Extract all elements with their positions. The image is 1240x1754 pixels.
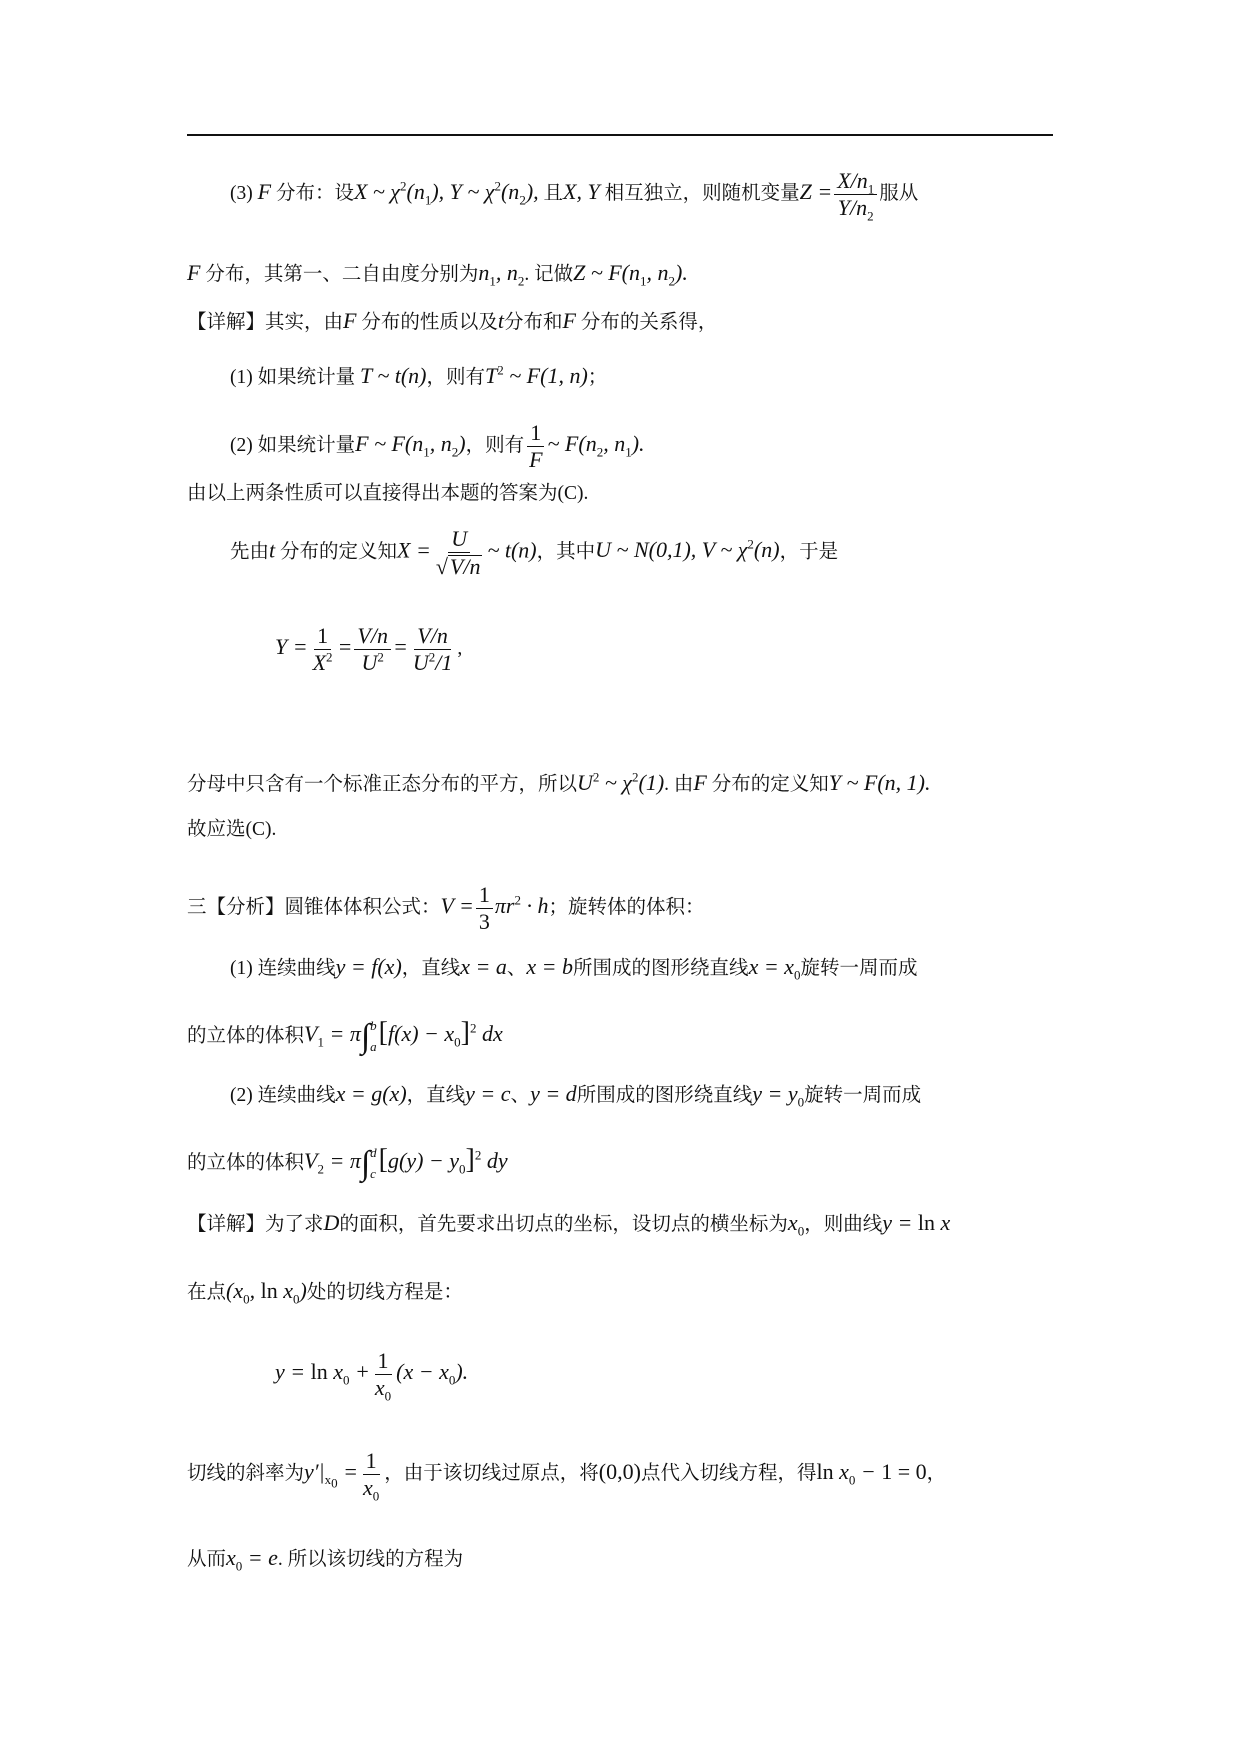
text-run: ，由于该切线过原点，将 [384, 1462, 599, 1484]
text-run: 【详解】其实，由 [187, 312, 344, 333]
text-run: (2) 连续曲线 [230, 1085, 336, 1106]
text-run: 的面积，首先要求出切点的坐标，设切点的横坐标为 [339, 1214, 788, 1235]
text-run: 旋转一周而成 [804, 1085, 922, 1106]
text-line: (1) 连续曲线y = f(x)，直线x = a、x = b所围成的图形绕直线$x = x_0$旋转一周而成 [230, 954, 918, 983]
text-run: . 记做 [524, 264, 574, 285]
header-rule [187, 134, 1053, 136]
item-number: (3) [230, 182, 253, 204]
fraction: $\frac{U}{√V/n}$ [435, 526, 481, 579]
text-run: 、 [510, 1085, 531, 1106]
text-line: 的立体的体积$V_1 = \pi\int$ b a $[f(x) - x_0]^2$ dx [187, 1017, 503, 1055]
text-line: F 分布，其第一、二自由度分别为$n_1$, $n_2$. 记做Z ~ $F(n_1$, $n_2$). [187, 260, 688, 289]
text-run: ，于是 [779, 541, 839, 563]
text-line: (3) F 分布：设X ~ $\chi^2(n_1)$, Y ~ $\chi^2(n_2)$, 且X, Y 相互独立，则随机变量Z = $\frac{X/n_1}{Y/n_2}$ 服从 [230, 168, 919, 224]
display-equation: $y = \ln x_0$ + $\frac{1}{x_0}$ $(x - x_0)$. [275, 1348, 469, 1404]
text-run: 服从 [879, 182, 919, 204]
fraction: $\frac{X/n_1}{Y/n_2}$ [834, 170, 877, 219]
text-run: ，直线 [401, 958, 461, 979]
text-line: (2) 连续曲线x = g(x)，直线y = c、y = d所围成的图形绕直线$y = y_0$旋转一周而成 [230, 1081, 922, 1110]
text-run: ； [587, 367, 608, 388]
text-line: 【详解】为了求D的面积，首先要求出切点的坐标，设切点的横坐标为$x_0$，则曲线y = ln x [187, 1210, 951, 1239]
text-run: ；旋转体的体积： [548, 896, 705, 918]
text-run: 相互独立，则随机变量 [604, 182, 800, 204]
text-run: 所围成的图形绕直线 [573, 958, 749, 979]
text-run: ，其中 [536, 541, 596, 563]
text-run: ，则有 [426, 367, 486, 388]
text-line: 的立体的体积$V_2 = \pi\int$ d c $[g(y) - y_0]^2$ dy [187, 1144, 508, 1182]
text-run: ，直线 [406, 1085, 466, 1106]
display-equation: Y = $\frac{1}{X^2}$ = $\frac{V/n}{U^2}$ = $\frac{V/n}{U^2/1}$ , [275, 623, 463, 675]
text-run: 处的切线方程是： [306, 1282, 463, 1303]
text-run: 分布的定义知 [280, 541, 398, 563]
text-run: 、 [506, 958, 527, 979]
text-run: 分布的定义知 [711, 774, 829, 795]
text-run: . 由 [664, 774, 694, 795]
text-line: 在点($x_0$, $\ln x_0$)处的切线方程是： [187, 1278, 463, 1307]
text-run: 的立体的体积 [187, 1152, 305, 1174]
text-line: 切线的斜率为$y'|_{x_0}$ = $\frac{1}{x_0}$ ，由于该切线过原点，将(0,0)点代入切线方程，得$\ln x_0 - 1 = 0$， [187, 1448, 947, 1504]
text-run: 点代入切线方程，得 [640, 1462, 817, 1484]
text-run: 切线的斜率为 [187, 1462, 305, 1484]
text-run: 分布的关系得， [580, 312, 718, 333]
text-run: 所围成的图形绕直线 [576, 1085, 753, 1106]
text-run: 分布：设 [275, 182, 354, 204]
text-run: 分布，其第一、二自由度分别为 [205, 264, 479, 285]
text-run: 的立体的体积 [187, 1025, 305, 1047]
text-line [187, 820, 276, 840]
text-run: 分布的性质以及 [361, 312, 498, 333]
text-line: 分母中只含有一个标准正态分布的平方，所以$U^2$ ~ $\chi^2(1)$. 由F 分布的定义知Y ~ F(n, 1). [187, 769, 931, 795]
text-run: (2) 如果统计量 [230, 434, 356, 456]
text-run: 旋转一周而成 [800, 958, 918, 979]
text-run: . 所以该切线的方程为 [277, 1549, 464, 1570]
text-run: 先由 [230, 541, 270, 563]
text-run: 在点 [187, 1282, 227, 1303]
text-line: 三【分析】圆锥体体积公式：V = $\frac{1}{3}$ $\pi r^2 \cdot h$；旋转体的体积： [187, 882, 705, 934]
text-run: ， [926, 1462, 947, 1484]
text-run: 分母中只含有一个标准正态分布的平方，所以 [187, 774, 578, 795]
text-run: ，则有 [465, 434, 525, 456]
text-run: 分布和 [503, 312, 563, 333]
fraction: $\frac{1}{F}$ [529, 420, 543, 472]
text-run: ，则曲线 [804, 1214, 883, 1235]
text-line: (1) 如果统计量 T ~ t(n)，则有$T^2$ ~ F(1, n)； [230, 362, 608, 388]
text-run: 三【分析】圆锥体体积公式： [187, 896, 441, 918]
text-run: 【详解】为了求 [187, 1214, 324, 1235]
text-line: 先由t 分布的定义知X = $\frac{U}{√V/n}$ ~ t(n)，其中U ~ N(0,1), V ~ $\chi^2(n)$，于是 [230, 526, 839, 579]
text-line [187, 484, 588, 504]
text-run: 从而 [187, 1549, 227, 1570]
text-line: (2) 如果统计量F ~ $F(n_1$, $n_2$)，则有 $\frac{1}{F}$ ~ $F(n_2$, $n_1$). [230, 420, 645, 472]
text-run: (1) 连续曲线 [230, 958, 336, 979]
text-run: (1) 如果统计量 [230, 367, 356, 388]
text-line: 【详解】其实，由F 分布的性质以及t分布和F 分布的关系得， [187, 308, 718, 333]
text-run: 故应选(C). [187, 819, 277, 840]
text-line: 从而$x_0 = e$. 所以该切线的方程为 [187, 1545, 464, 1574]
text-run: 由以上两条性质可以直接得出本题的答案为(C). [187, 483, 589, 504]
